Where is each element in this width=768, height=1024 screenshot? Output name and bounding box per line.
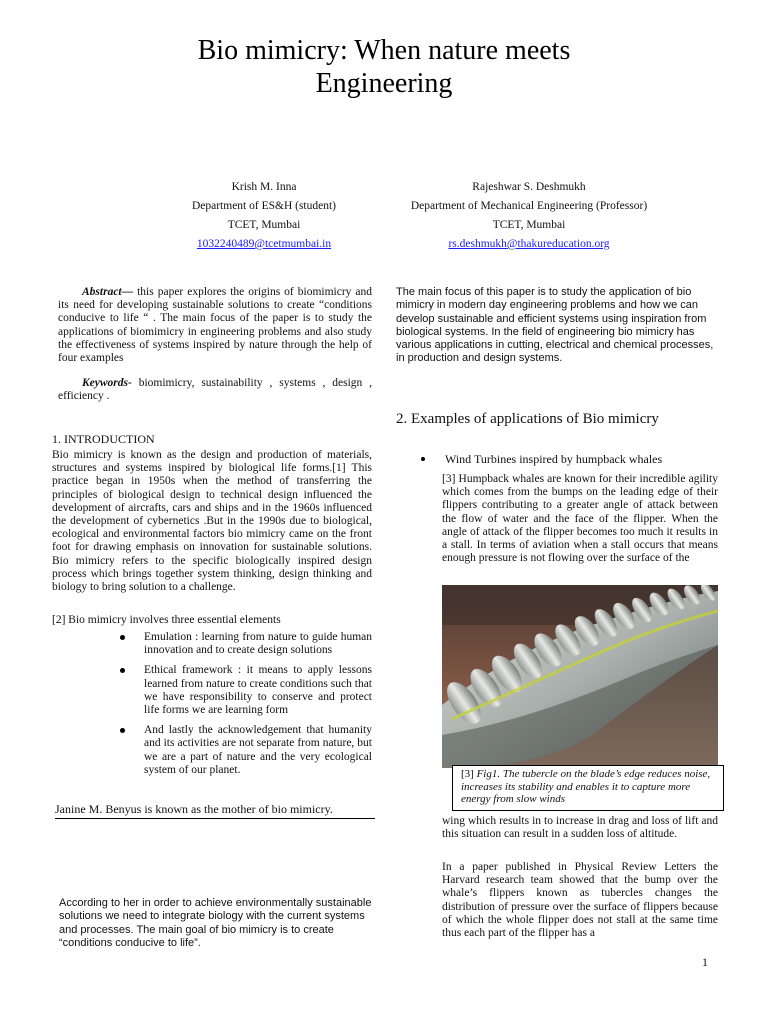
turbine-blade-figure [442,585,718,768]
intro-paragraph-2: [2] Bio mimicry involves three essential elements [52,614,281,626]
section-2-heading: 2. Examples of applications of Bio mimicry [396,411,659,427]
list-item-text: Ethical framework : it means to apply lessons learned from nature to create conditions such that we have responsibility to conserve and protect life forms we are learning form [144,664,372,717]
author-name: Rajeshwar S. Deshmukh [472,181,586,193]
abstract-text: this paper explores the origins of biomimicry and its need for developing sustainable solutions to create “conditions conducive to life “ . The main focus of the paper is to study the applications of biomimicry in engineering problems and also study the effectiveness of systems inspired by nature through the help of four examples [58,286,372,365]
author-name: Krish M. Inna [231,181,297,193]
list-item [144,631,372,657]
author-block-1 [134,178,394,254]
figure-caption [452,765,724,811]
intro-paragraph-3: Janine M. Benyus is known as the mother of bio mimicry. [55,802,333,816]
section-divider [55,818,375,819]
keywords-label: Keywords- [82,377,132,389]
caption-text: The tubercle on the blade’s edge reduces noise, increases its stability and enables it to capture more energy from slow winds [461,768,711,806]
list-item-text: Emulation : learning from nature to guide human innovation and to create design solutions [144,631,372,657]
bullet-icon [120,635,125,640]
bullet-icon [421,457,425,461]
author-block-2 [384,178,674,254]
list-item [144,724,372,777]
intro-paragraph-1: Bio mimicry is known as the design and production of materials, structures and systems inspired by biological life forms.[1] This practice began in 1950s when the method of transferring the principles of biological design to technical design influenced the development of aircrafts, cars and ships and in the 1960s influenced the development of cybernetics .But in the 1990s due to biological, ecological and environmental factors bio mimicry came on the front foot for drawing emphasis on innovation for sustainable solutions. Bio mimicry refers to the specific biologically inspired design process which brings together system thinking, design thinking and biology to bring solution to a challenge. [52,449,372,594]
turbine-blade-image [442,585,718,768]
caption-label: Fig1. [476,768,501,780]
paper-title [0,34,768,100]
caption-reference: [3] [461,768,477,780]
author-organization: TCET, Mumbai [227,219,301,231]
application-bullet-text: Wind Turbines inspired by humpback whales [445,452,663,466]
author-email-link[interactable]: 1032240489@tcetmumbai.in [196,238,332,250]
abstract-label: Abstract— [82,286,134,298]
keywords-text: biomimicry, sustainability , systems , design , efficiency . [58,377,372,403]
focus-paragraph: The main focus of this paper is to study the application of bio mimicry in modern day engineering problems and how we can develop sustainable and efficient systems using inspiration from biological systems. In the field of engineering bio mimicry has various applications in cutting, electrical and chemical processes, in production and design systems. [396,286,714,365]
page-number: 1 [702,955,708,969]
whale-paragraph-2: wing which results in to increase in drag and loss of lift and this situation can result in a sudden loss of altitude. [442,815,718,841]
author-department: Department of ES&H (student) [191,200,337,212]
intro-heading: 1. INTRODUCTION [52,432,155,446]
whale-paragraph-3: In a paper published in Physical Review Letters the Harvard research team showed that the bump over the whale’s flippers known as tubercles changes the distribution of pressure over the surface of flippers because of which the whole flipper does not stall at the same time thus each part of the flipper has a [442,861,718,940]
paper-title-line-1: Bio mimicry: When nature meets [197,35,571,66]
keywords [58,377,372,403]
author-department: Department of Mechanical Engineering (Professor) [410,200,648,212]
paper-title-line-2: Engineering [315,68,453,99]
bullet-icon [120,668,125,673]
list-item [144,664,372,717]
whale-paragraph-1: [3] Humpback whales are known for their incredible agility which comes from the bumps on the leading edge of their flippers contributing to a greater angle of attack between the flow of water and the face of the flipper. When the angle of attack of the flipper becomes too much it results in a stall. In terms of aviation when a stall occurs that means enough pressure is not flowing over the surface of the [442,473,718,565]
bullet-icon [120,728,125,733]
abstract [58,286,372,365]
author-email-link[interactable]: rs.deshmukh@thakureducation.org [448,238,610,250]
elements-list [144,631,372,784]
author-organization: TCET, Mumbai [492,219,566,231]
intro-paragraph-4: According to her in order to achieve environmentally sustainable solutions we need to integrate biology with the current systems and processes. The main goal of bio mimicry is to create “conditions conducive to life”. [59,897,372,949]
list-item-text: And lastly the acknowledgement that humanity and its activities are not separate from nature, but we are a part of nature and the very ecological system of our planet. [144,724,372,776]
